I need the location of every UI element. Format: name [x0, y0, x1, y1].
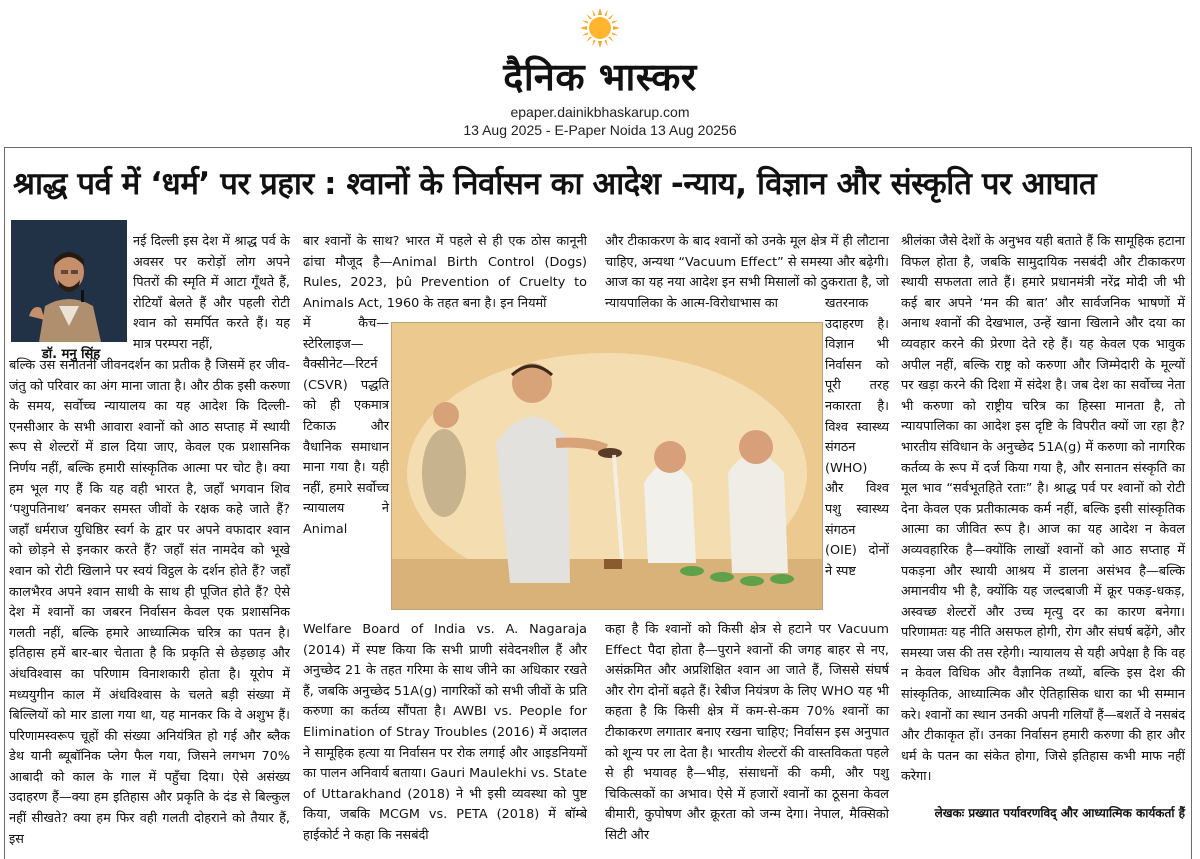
article-column-2 — [303, 620, 587, 847]
paragraph: कहा है कि श्वानों को किसी क्षेत्र से हटाने पर Vacuum Effect पैदा होता है—पुराने श्वानों की जगह बाहर से नए, असंक्रमित और अप्रशिक्षित श्वान आ जाते हैं, जिससे संघर्ष और रोग दोनों बढ़ते हैं। रेबीज नियंत्रण के लिए WHO यह भी कहता है कि किसी क्षेत्र में कम-से-कम 70% श्वानों का टीकाकरण लगातार बनाए रखना चाहिए; निर्वासन इस अनुपात को शून्य पर ला देता है। भारतीय शेल्टरों की वास्तविकता पहले से ही भयावह है—भीड़, संसाधनों की कमी, और पशु चिकित्सकों का अभाव। ऐसे में हजारों श्वानों का ठूसना केवल बीमारी, कुपोषण और क्रूरता को जन्म देगा। नेपाल, मैक्सिको सिटी और — [605, 622, 889, 843]
paragraph: Welfare Board of India vs. A. Nagaraja (2014) में स्पष्ट किया कि सभी प्राणी संवेदनशील हैं और अनुच्छेद 21 के तहत गरिमा के साथ जीने का अधिकार रखते हैं, जबकि अनुच्छेद 51A(g) नागरिकों को सभी जीवों के प्रति करुणा का कर्तव्य सौंपता है। AWBI vs. People for Elimination of Stray Troubles (2016) में अदालत ने सामूहिक हत्या या निर्वासन पर रोक लगाई और आइडनियमों का पालन अनिवार्य बताया। Gauri Maulekhi vs. State of Uttarakhand (2018) ने भी इसी व्यवस्था को पुष्ट किया, जबकि MCGM vs. PETA (2018) में बॉम्बे हाईकोर्ट ने कहा कि नसबंदी — [303, 622, 587, 843]
article-column-3-wrap — [825, 294, 889, 582]
paragraph: नई दिल्ली इस देश में श्राद्ध पर्व के अवसर पर करोड़ों लोग अपने पितरों की स्मृति में आटा गूँथते हैं, रोटियाँ बेलते हैं और पहली रोटी श्वान को समर्पित करते हैं। यह मात्र परम्परा नहीं, — [133, 234, 290, 352]
article-column-2-wrap — [303, 314, 389, 541]
article-column-4 — [901, 232, 1185, 788]
edition-dateline: 13 Aug 2025 - E-Paper Noida 13 Aug 20256 — [463, 122, 737, 138]
article-headline: श्राद्ध पर्व में ‘धर्म’ पर प्रहार : श्वानों के निर्वासन का आदेश -न्याय, विज्ञान और संस्कृति पर आघात — [13, 166, 1097, 202]
paragraph: खतरनाक उदाहरण है। विज्ञान भी निर्वासन को पूरी तरह नकारता है। विश्व स्वास्थ्य संगठन (WHO) और विश्व पशु स्वास्थ्य संगठन (OIE) दोनों ने स्पष्ट — [825, 296, 889, 579]
epaper-url[interactable]: epaper.dainikbhaskarup.com — [510, 104, 690, 120]
paragraph: बल्कि उस सनातनी जीवनदर्शन का प्रतीक है जिसमें हर जीव-जंतु को परिवार का अंग माना जाता है। और ठीक इसी करुणा के समय, सर्वोच्च न्यायालय का यह आदेश कि दिल्ली-एनसीआर के सभी आवारा श्वानों को आठ सप्ताह में स्थायी रूप से शेल्टरों में डाल दिया जाए, केवल एक प्रशासनिक निर्णय नहीं, बल्कि हमारी सांस्कृतिक आत्मा पर चोट है। क्या हम भूल गए हैं कि यह वही भारत है, जहाँ भगवान शिव ‘पशुपतिनाथ’ बनकर समस्त जीवों के रक्षक कहे जाते हैं? जहाँ धर्मराज युधिष्ठिर स्वर्ग के द्वार पर अपने वफादार श्वान को छोड़ने से इनकार करते हैं? जहाँ संत नामदेव को भूखे श्वान को रोटी खिलाने पर स्वयं विट्ठल के दर्शन होते हैं? जहाँ कालभैरव अपने श्वान साथी के साथ ही पूजित होते हैं? ऐसे देश में श्वानों का जबरन निर्वासन केवल एक प्रशासनिक गलती नहीं, बल्कि हमारे आध्यात्मिक चरित्र का पतन है। इतिहास हमें बार-बार चेताता है कि प्रकृति से छेड़छाड़ और अंधविश्वास का परिणाम विनाशकारी होता है। यूरोप में मध्ययुगीन काल में अंधविश्वास के चलते बड़ी संख्या में बिल्लियों को मार डाला गया था, यह मानकर कि वे अशुभ हैं। परिणामस्वरूप चूहों की संख्या अनियंत्रित हो गई और ब्लैक डेथ यानी ब्यूबॉनिक प्लेग फैल गया, जिसने लगभग 70% आबादी को काल के गाल में पहुँचा दिया। ऐसे असंख्य उदाहरण हैं—क्या हम इतिहास और प्रकृति के दंड से बिल्कुल नहीं सीखते? क्या हम फिर वही गलती दोहराने को तैयार हैं, इस — [9, 358, 290, 847]
masthead — [0, 0, 1200, 145]
paragraph: में कैच—स्टेरिलाइज—वैक्सीनेट—रिटर्न (CSVR) पद्धति को ही एकमात्र टिकाऊ और वैधानिक समाधान माना गया है। यही नहीं, हमारे सर्वोच्च न्यायालय ने Animal — [303, 316, 389, 537]
shraddha-illustration — [391, 322, 823, 610]
article-column-2-top — [303, 232, 587, 314]
paragraph: श्रीलंका जैसे देशों के अनुभव यही बताते हैं कि सामूहिक हटाना विफल होता है, जबकि सामुदायिक नसबंदी और टीकाकरण स्थायी सफलता लाते हैं। हमारे प्रधानमंत्री नरेंद्र मोदी जी भी कई बार अपने ‘मन की बात’ और सार्वजनिक भाषणों में अनाथ श्वानों की देखभाल, उन्हें खाना खिलाने और दया का व्यवहार करने की प्रेरणा देते रहे हैं। यह केवल एक भावुक अपील नहीं, बल्कि राष्ट्र को करुणा और जिम्मेदारी के मूल्यों पर खड़ा करने की दिशा में संदेश है। जब देश का सर्वोच्च नेता भी करुणा को राष्ट्रीय चरित्र का हिस्सा मानता है, तो न्यायपालिका का आदेश इस दृष्टि के विपरीत क्यों जा रहा है? भारतीय संविधान के अनुच्छेद 51A(g) में करुणा को नागरिक कर्तव्य के रूप में दर्ज किया गया है, और सनातन संस्कृति का मूल भाव “सर्वभूतहिते रताः” है। श्राद्ध पर्व पर श्वानों को रोटी देना केवल एक प्रतीकात्मक कर्म नहीं, बल्कि इसी सांस्कृतिक आत्मा का जीवित रूप है। आज का यह आदेश न केवल अव्यवहारिक है—क्योंकि लाखों श्वानों को आठ सप्ताह में पकड़ना और स्थायी आश्रय में डालना असंभव है—बल्कि अमानवीय भी है, क्योंकि यह जल्दबाजी में क्रूर पकड़-धकड़, अस्वच्छ शेल्टरों और उच्च मृत्यु दर का कारण बनेगा। परिणामतः यह नीति असफल होगी, रोग और संघर्ष बढ़ेंगे, और समस्या जस की तस रहेगी। न्यायालय से यही अपेक्षा है कि वह न केवल विधिक और वैज्ञानिक तथ्यों, बल्कि इस देश की सांस्कृतिक, आध्यात्मिक और ऐतिहासिक धारा का भी सम्मान करे। श्वानों का स्थान उनकी अपनी गलियाँ हैं—बशर्ते वे नसबंद और टीकाकृत हों। उनका निर्वासन हमारी करुणा की हार और धर्म के पतन का संकेत होगा, जिसे इतिहास कभी माफ नहीं करेगा। — [901, 234, 1185, 785]
article-column-1-intro — [133, 232, 290, 356]
brand-title: दैनिक भास्कर — [503, 55, 697, 99]
sun-logo-icon — [578, 6, 622, 50]
author-photo — [11, 220, 127, 342]
article — [4, 147, 1192, 859]
paragraph: और टीकाकरण के बाद श्वानों को उनके मूल क्षेत्र में ही लौटाना चाहिए, अन्यथा “Vacuum Effect” से समस्या और बढ़ेगी। आज का यह नया आदेश इन सभी मिसालों को ठुकराता है, जो न्यायपालिका के आत्म-विरोधाभास का — [605, 234, 889, 311]
article-column-1 — [9, 356, 290, 850]
author-credit: लेखकः प्रख्यात पर्यावरणविद् और आध्यात्मिक कार्यकर्ता हैं — [934, 806, 1185, 820]
article-column-3 — [605, 620, 889, 847]
paragraph: बार श्वानों के साथ? भारत में पहले से ही एक ठोस कानूनी ढांचा मौजूद है—Animal Birth Control (Dogs) Rules, 2023, þû Prevention of Cruelty to Animals Act, 1960 के तहत बना है। इन नियमों — [303, 234, 587, 311]
author-name: डॉ. मनु सिंह — [41, 347, 101, 362]
